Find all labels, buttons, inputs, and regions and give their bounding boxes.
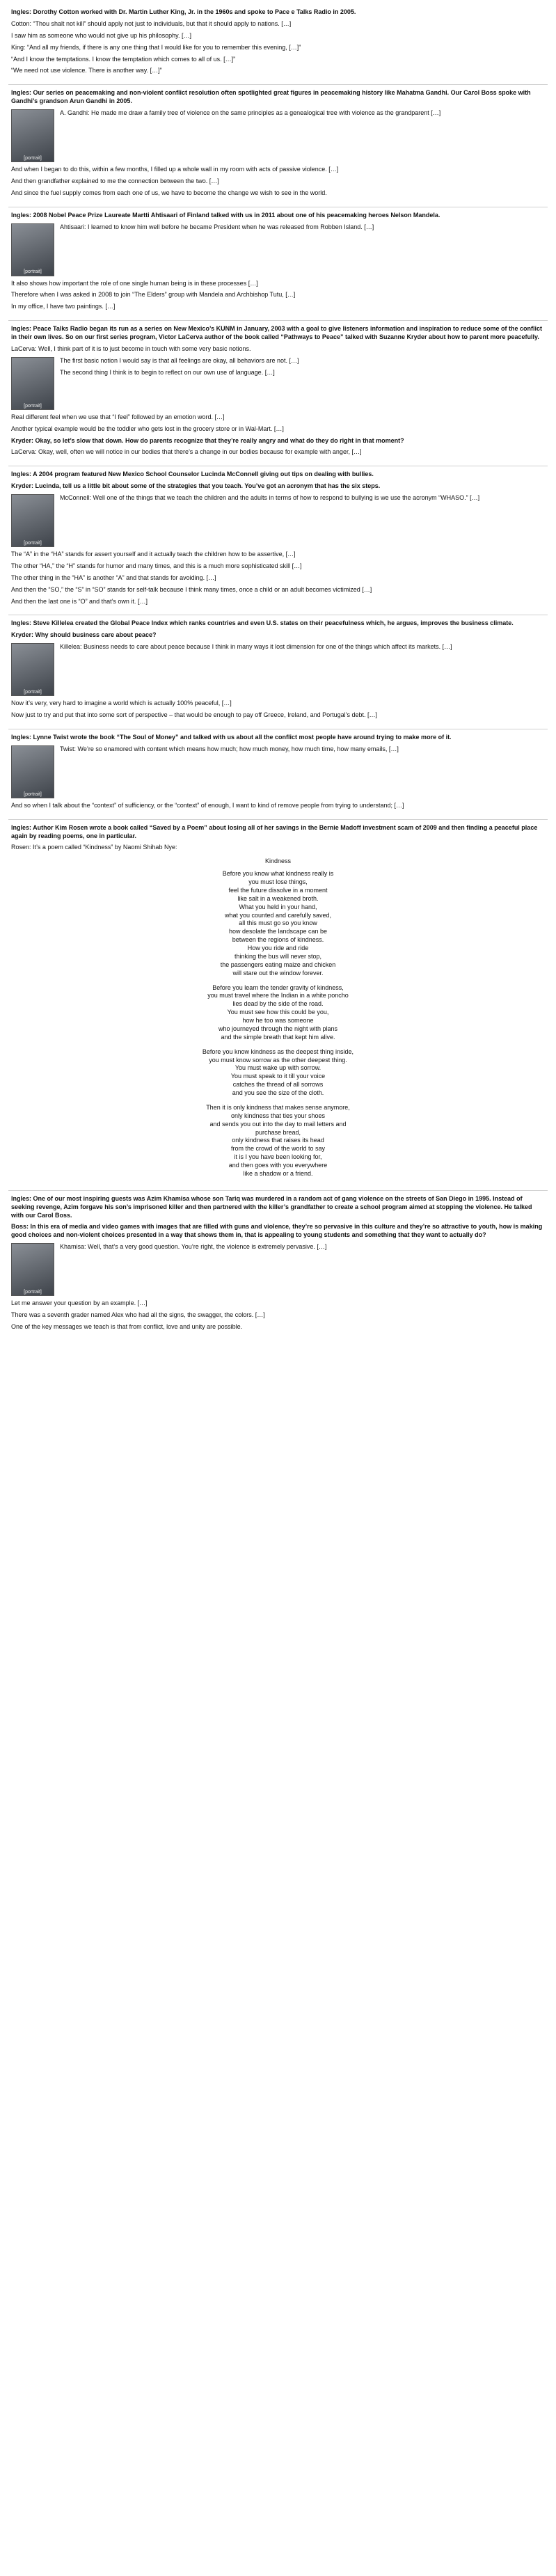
interview-text [60, 357, 299, 410]
poem-line: You must wake up with sorrow. [235, 1064, 321, 1072]
poem-line: and you see the size of the cloth. [232, 1089, 324, 1096]
segment-intro: Ingles: Dorothy Cotton worked with Dr. Martin Luther King, Jr. in the 1960s and spoke to Pace e Talks Radio in 2005. [11, 8, 356, 15]
interview-row [11, 357, 545, 410]
segment-intro: Ingles: Lynne Twist wrote the book “The Soul of Money” and talked with us about all the conflict most people have around trying to make more of it. [11, 733, 452, 741]
poem-line: will stare out the window forever. [232, 969, 324, 977]
segment-cotton-king [8, 4, 548, 85]
segment-killelea [8, 615, 548, 729]
poem-line: Before you learn the tender gravity of kindness, [212, 983, 344, 991]
poem-line: the passengers eating maize and chicken [220, 961, 336, 968]
paragraph: Therefore when I was asked in 2008 to join “The Elders” group with Mandela and Archbishop Tutu, […] [11, 291, 296, 299]
paragraph: The “A” in the “HA” stands for assert yourself and it actually teach the children how to be assertive, […] [11, 551, 296, 558]
paragraph: I saw him as someone who would not give up his philosophy. […] [11, 31, 191, 39]
paragraph: King: “And all my friends, if there is any one thing that I would like for you to remember this evening, […]” [11, 43, 301, 51]
paragraph: Rosen: It’s a poem called “Kindness” by Naomi Shihab Nye: [11, 844, 177, 851]
poem-line: how he too was someone [242, 1017, 314, 1024]
interviewer-question: Kryder: Lucinda, tell us a little bit about some of the strategies that you teach. You’ve got an acronym that has the six steps. [11, 482, 381, 490]
paragraph: LaCerva: Okay, well, often we will notice in our bodies that there’s a change in our bodies because for example with anger, […] [11, 448, 362, 456]
poem-line: Then it is only kindness that makes sense anymore, [206, 1103, 350, 1111]
paragraph: McConnell: Well one of the things that we teach the children and the adults in terms of how to respond to bullying is we use the acronym “WHASO.” […] [60, 494, 480, 501]
interview-row [11, 494, 545, 547]
poem-line: it is I you have been looking for, [234, 1153, 322, 1161]
poem-line: all this must go so you know [239, 919, 317, 927]
poem-line: you must know sorrow as the other deepest thing. [209, 1056, 347, 1064]
paragraph: Another typical example would be the toddler who gets lost in the grocery store or in Wal-Mart. […] [11, 425, 284, 432]
paragraph: And when I began to do this, within a few months, I filled up a whole wall in my room with acts of passive violence. […] [11, 166, 339, 173]
paragraph: And since the fuel supply comes from each one of us, we have to become the change we wish to see in the world. [11, 189, 327, 196]
interview-row [11, 643, 545, 696]
segment-lacerva [8, 321, 548, 466]
poem-line: between the regions of kindness. [232, 936, 324, 944]
poem-line: You must speak to it till your voice [230, 1073, 326, 1080]
paragraph: Khamisa: Well, that’s a very good question. You’re right, the violence is extremely pervasive. […] [60, 1243, 327, 1251]
paragraph: Cotton: “Thou shalt not kill” should apply not just to individuals, but that it should apply to nations. […] [11, 19, 292, 27]
poem-line: only kindness that ties your shoes [230, 1112, 326, 1119]
segment-intro: Ingles: Peace Talks Radio began its run as a series on New Mexico’s KUNM in January, 2003 with a goal to give listeners information and inspiration to reduce some of the conflict in their own lives. So on our first series program, Victor LaCerva author of the book called “Pathways to Peace” talked with Suzanne Kryder about how to parent more peacefully. [11, 325, 543, 340]
segment-twist [8, 729, 548, 820]
paragraph: There was a seventh grader named Alex who had all the signs, the swagger, the colors. […] [11, 1311, 265, 1318]
interview-row [11, 223, 545, 276]
portrait-photo: [portrait] [11, 494, 54, 547]
segment-intro: Ingles: Steve Killelea created the Global Peace Index which ranks countries and even U.S. states on their peacefulness which, he argues, improves the business climate. [11, 619, 514, 627]
poem-line: You must see how this could be you, [227, 1009, 329, 1016]
poem-line: What you held in your hand, [239, 903, 317, 910]
paragraph: The first basic notion I would say is that all feelings are okay, all behaviors are not. […] [60, 356, 299, 364]
poem-line: you must travel where the Indian in a white poncho [207, 992, 349, 999]
paragraph: Real different feel when we use that “I feel” followed by an emotion word. […] [11, 413, 225, 420]
interview-row [11, 1243, 545, 1296]
poem-line: only kindness that raises its head [232, 1137, 324, 1144]
paragraph: The other “HA,” the “H” stands for humor and many times, and this is a much more sophisticated skill […] [11, 562, 302, 569]
interview-row [11, 745, 545, 798]
poem-line: what you counted and carefully saved, [224, 911, 332, 919]
poem-stanza [153, 1104, 404, 1178]
paragraph: And so when I talk about the “context” of sufficiency, or the “context” of enough, I want to kind of remove people from trying to understand; […] [11, 801, 404, 809]
paragraph: Ahtisaari: I learned to know him well before he became President when he was released from Robben Island. […] [60, 223, 374, 230]
portrait-photo: [portrait] [11, 643, 54, 696]
poem-line: How you ride and ride [247, 945, 309, 951]
segment-rosen-poem [8, 820, 548, 1191]
poem-line: and the simple breath that kept him alive. [221, 1033, 335, 1041]
paragraph: The other thing in the “HA” is another “A” and that stands for avoiding. […] [11, 574, 216, 581]
poem-stanza [153, 984, 404, 1042]
poem-line: like salt in a weakened broth. [237, 894, 319, 902]
poem-line: like a shadow or a friend. [243, 1169, 313, 1177]
segment-ahtisaari [8, 207, 548, 322]
interviewer-question: Kryder: Okay, so let’s slow that down. How do parents recognize that they’re really angry and what do they do right in that moment? [11, 436, 404, 444]
segment-mcconnell [8, 466, 548, 615]
poem-stanza [153, 1048, 404, 1098]
paragraph: It also shows how important the role of one single human being is in these processes […] [11, 279, 258, 287]
segment-khamisa [8, 1191, 548, 1341]
poem-line: purchase bread, [255, 1128, 301, 1136]
poem-line: catches the thread of all sorrows [232, 1081, 324, 1089]
paragraph: Killelea: Business needs to care about peace because I think in many ways it lost dimension for one of the things which affect its markets. […] [60, 643, 452, 651]
poem-line: and sends you out into the day to mail letters and [209, 1120, 347, 1128]
poem-line: you must lose things, [248, 878, 308, 885]
paragraph: Twist: We’re so enamored with content which means how much; how much money, how much time, how many emails, […] [60, 745, 399, 752]
segment-intro: Ingles: One of our most inspiring guests was Azim Khamisa whose son Tariq was murdered in a random act of gang violence on the streets of San Diego in 1995. Instead of seeking revenge, Azim forgave his son’s imprisoned killer and then partnered with the killer’s grandfather to create a school program aimed at stopping the violence. He talked with our Carol Boss. [11, 1194, 532, 1219]
poem-line: how desolate the landscape can be [228, 928, 328, 935]
poem-line: thinking the bus will never stop, [234, 952, 322, 960]
portrait-photo: [portrait] [11, 109, 54, 162]
paragraph: And then grandfather explained to me the connection between the two. […] [11, 177, 219, 184]
segment-arun-gandhi [8, 85, 548, 207]
segment-intro: Ingles: A 2004 program featured New Mexico School Counselor Lucinda McConnell giving out tips on dealing with bullies. [11, 471, 374, 478]
interviewer-question: Kryder: Why should business care about peace? [11, 631, 157, 639]
segment-intro: Ingles: Author Kim Rosen wrote a book called “Saved by a Poem” about losing all of her savings in the Bernie Madoff investment scam of 2009 and then finding a peaceful place again by reading poems, one in particular. [11, 823, 538, 839]
page-content [8, 0, 548, 1341]
paragraph: And then the “SO,” the “S” in “SO” stands for self-talk because I think many times, once a child or an adult becomes victimized […] [11, 585, 372, 593]
poem-line: Before you know what kindness really is [222, 870, 334, 878]
paragraph: “And I know the temptations. I know the temptation which comes to all of us. […]” [11, 55, 236, 63]
poem-line: Before you know kindness as the deepest thing inside, [202, 1048, 354, 1055]
segment-intro: Ingles: 2008 Nobel Peace Prize Laureate Martti Ahtisaari of Finland talked with us in 2011 about one of his peacemaking heroes Nelson Mandela. [11, 211, 440, 219]
portrait-photo: [portrait] [11, 223, 54, 276]
paragraph: “We need not use violence. There is another way. […]” [11, 67, 162, 74]
paragraph: LaCerva: Well, I think part of it is to just become in touch with some very basic notions. [11, 345, 251, 352]
poem-line: feel the future dissolve in a moment [228, 886, 328, 894]
poem [153, 858, 404, 1178]
paragraph: The second thing I think is to begin to reflect on our own use of language. […] [60, 368, 275, 376]
interview-row [11, 109, 545, 162]
segment-intro: Ingles: Our series on peacemaking and non-violent conflict resolution often spotlighted great figures in peacemaking history like Mahatma Gandhi. Our Carol Boss spoke with Gandhi’s grandson Arun Gandhi in 2005. [11, 89, 531, 105]
poem-line: who journeyed through the night with plans [218, 1025, 338, 1032]
paragraph: One of the key messages we teach is that from conflict, love and unity are possible. [11, 1322, 243, 1330]
poem-title: Kindness [264, 858, 292, 865]
portrait-photo: [portrait] [11, 357, 54, 410]
poem-line: and then goes with you everywhere [228, 1162, 328, 1169]
paragraph: Let me answer your question by an example. […] [11, 1299, 148, 1307]
poem-line: lies dead by the side of the road. [232, 1000, 324, 1008]
poem-line: from the crowd of the world to say [230, 1145, 326, 1153]
paragraph: And then the last one is “O” and that’s own it. […] [11, 597, 148, 605]
interviewer-question: Boss: In this era of media and video games with images that are filled with guns and violence, they’re so pervasive in this culture and they’re so attractive to youth, how is making good choices and non-violent choices presented in a way that shows them in, that is appealing to young students and something that they want to actually do? [11, 1223, 543, 1239]
paragraph: In my office, I have two paintings. […] [11, 303, 116, 310]
paragraph: Now just to try and put that into some sort of perspective – that would be enough to pay off Greece, Ireland, and Portugal’s debt. […] [11, 711, 377, 718]
portrait-photo: [portrait] [11, 745, 54, 798]
poem-stanza [153, 870, 404, 977]
portrait-photo: [portrait] [11, 1243, 54, 1296]
paragraph: Now it’s very, very hard to imagine a world which is actually 100% peaceful, […] [11, 700, 232, 707]
paragraph: A. Gandhi: He made me draw a family tree of violence on the same principles as a genealogical tree with violence as the grandparent […] [60, 109, 441, 116]
